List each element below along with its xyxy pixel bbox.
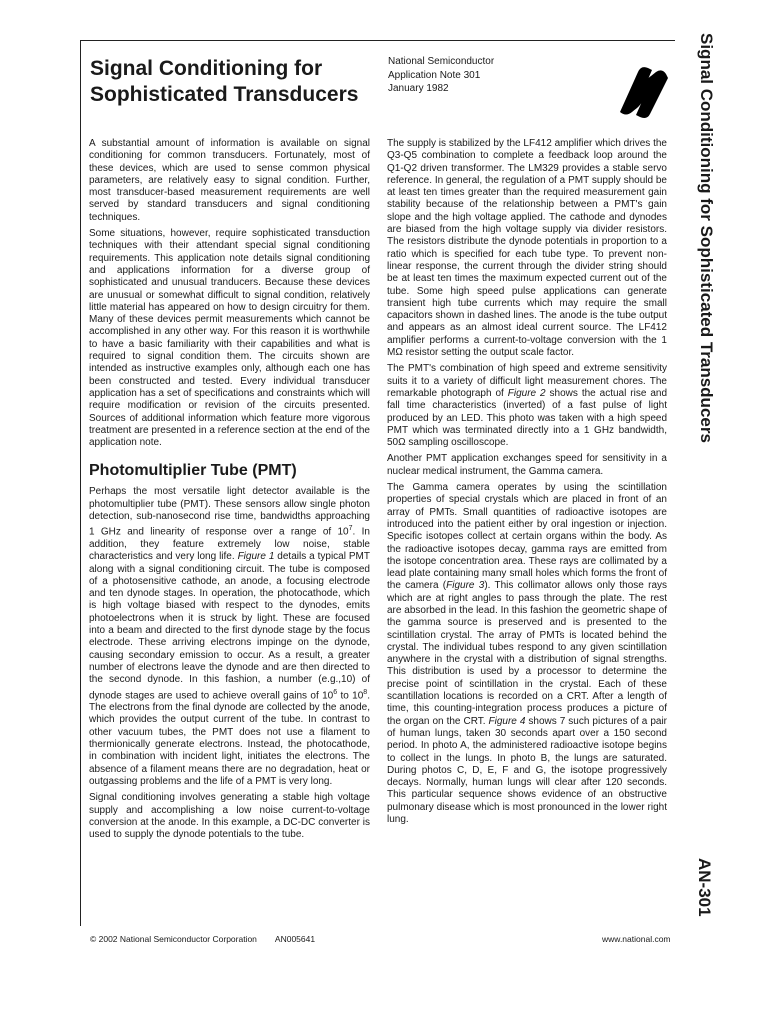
document-title [90,56,380,108]
sophisticated-transduction-paragraph: Some situations, however, require sophisticated transduction techniques with their attendant special signal conditioning requirements. This application note details signal conditioning and applications information for a diverse group of sophisticated and unusual tranducers. Because these devices are unusual or somewhat difficult to signal condition, relatively little material has appeared on how to design circuitry for them. Many of these devices permit measurements which cannot be accomplished in any other way. For this reason it is worthwhile to have a basic familiarity with their capabilities and what is required to signal condition them. The circuits shown are intended as instructive examples only, although each one has been constructed and tested. Every individual transducer application has a set of specifications and constraints which will require modification or revision of the circuits presented. Sources of additional information which feature more vigorous treatment are presented in a reference section at the end of the application note. [89,228,370,449]
footer-left [90,934,315,944]
gamma-camera-intro-paragraph: Another PMT application exchanges speed for sensitivity in a nuclear medical instrument, the Gamma camera. [387,453,667,477]
company-name: National Semiconductor [388,56,495,67]
document-meta [388,55,494,96]
pmt-section-heading: Photomultiplier Tube (PMT) [89,462,297,480]
right-column [387,138,667,830]
website-link[interactable]: www.national.com [602,934,671,944]
gamma-camera-paragraph: The Gamma camera operates by using the scintillation properties of special crystals which are placed in front of an array of PMTs. Small quantities of radioactive isotopes are introduced into the patient either by oral ingestion or injection. Specific isotopes collect at certain organs within the body. As the radioactive isotopes decay, gamma rays are emitted from the isotope concentration area. These rays are collimated by a lead plate containing many small holes which forms the front of the camera (Figure 3). This collimator allows only those rays which are at right angles to pass through the plate. The rest are absorbed in the lead. In this fashion the geometric shape of the gamma source is preserved and is presented to the scintillation crystal. The array of PMTs is located behind the crystal. The individual tubes respond to any given scintillation anywhere in the crystal with a distribution of signal strengths. This distribution is used by a processor to determine the precise point of scintillation in the crystal. Each of these scantillation locations is recorded on a CRT. After a length of time, this counting-integration process produces a picture of the organ on the CRT. Figure 4 shows 7 such pictures of a pair of human lungs, taken 30 seconds apart over a 150 second period. In photo A, the administered radioactive isotope begins to collect in the lungs. In photo B, the lungs are saturated. During photos C, D, E, F and G, the isotope progressively decays. Normally, human lungs will clear after 120 seconds. This particular sequence shows evidence of an obstructive pulmonary disease which is most pronounced in the lower right lung. [387,482,668,826]
national-semiconductor-logo-icon [618,62,670,118]
title-line-2: Sophisticated Transducers [90,83,359,106]
intro-paragraph: A substantial amount of information is available on signal conditioning for common transducers. Fortunately, most of these devices, which are used to sense common physical parameters, are relatively easy to signal condition. Further, most transducer-based measurement requirements are well served by standard transducers and signal conditioning techniques. [89,138,370,223]
pmt-speed-paragraph: The PMT's combination of high speed and extreme sensitivity suits it to a variety of difficult light measurement chores. The remarkable photograph of Figure 2 shows the actual rise and fall time characteristics (inverted) of a fast pulse of light produced by an LED. This photo was taken with a high speed PMT which was terminated directly into a 1 GHz bandwidth, 50Ω sampling oscilloscope. [387,363,668,449]
left-column [89,138,370,845]
sidebar-document-title: Signal Conditioning for Sophisticated Transducers [697,33,716,443]
signal-conditioning-paragraph: Signal conditioning involves generating a stable high voltage supply and accomplishing a low noise current-to-voltage conversion at the anode. In this example, a DC-DC converter is used to supply the dynode potentials to the tube. [89,792,370,841]
supply-stabilization-paragraph: The supply is stabilized by the LF412 amplifier which drives the Q3-Q5 combination to complete a feedback loop around the Q1-Q2 driven transformer. The LM329 provides a stable servo reference. In general, the regulation of a PMT supply should be at least ten times greater than the required measurement gain stability because of the relationship between a PMT's gain slope and the high voltage applied. The cathode and dynodes are biased from the high voltage supply via divider resistors. The resistors distribute the dynode potentials in proportion to a ratio which is specified for each tube type. To prevent non-linear response, the current through the divider string should be at least ten times the maximum expected current out of the tube. Some high speed pulse applications can generate transient high tube currents which may require the small capacitors shown in dashed lines. The anode is the tube output and appears as an almost ideal current source. The LF412 amplifier performs a current-to-voltage conversion with the 1 MΩ resistor setting the output scale factor. [387,138,667,359]
title-line-1: Signal Conditioning for [90,57,323,80]
document-id: AN005641 [274,934,316,944]
sidebar-note-code: AN-301 [695,858,714,917]
publication-date: January 1982 [388,83,449,94]
copyright-text: © 2002 National Semiconductor Corporation [90,934,257,944]
pmt-description-paragraph: Perhaps the most versatile light detector available is the photomultiplier tube (PMT). These sensors allow single photon detection, sub-nanosecond rise time, bandwidths approaching 1 GHz and linearity of response over a range of $10^7$. In addition, they feature extremely low noise, stable characteristics and very long life. Figure 1 details a typical PMT along with a signal conditioning circuit. The tube is composed of a photosensitive cathode, an anode, a focusing electrode and ten dynode stages. In operation, the photocathode, which is high voltage biased with respect to the dynodes, emits photoelectrons when it is struck by light. These are focused into a beam and directed to the first dynode stage by the focus electrode. These arriving electrons impinge on the dynode, causing secondary emission to occur. As a result, a greater number of electrons leave the dynode and are then directed to the second dynode. In this fashion, a number (e.g.,10) of dynode stages are used to achieve overall gains of $10^6$ to $10^8$. The electrons from the final dynode are collected by the anode, which provides the output current of the tube. In contrast to other vacuum tubes, the PMT does not use a filament to thermionically generate electrons. Instead, the photocathode, in combination with incident light, initiates the electrons. The absence of a filament means there are no degradation, heat or outgassing problems and the life of a PMT is very long. [89,486,370,787]
application-note-number: Application Note 301 [388,69,481,81]
